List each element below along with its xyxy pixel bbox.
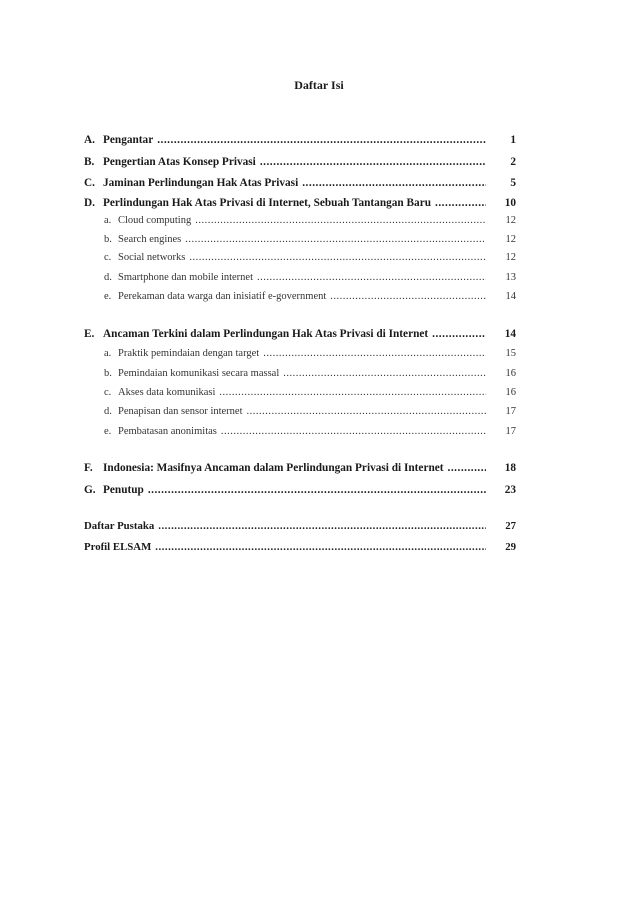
toc-entry-label: d. (104, 272, 112, 283)
toc-entry-page: 12 (505, 234, 516, 245)
toc-entry-text: Jaminan Perlindungan Hak Atas Privasi (103, 177, 299, 189)
leader-dots (432, 326, 486, 342)
leader-dots (185, 232, 486, 248)
toc-entry-page: 18 (504, 462, 516, 474)
toc-entry-label: c. (104, 387, 112, 398)
leader-dots (435, 195, 486, 211)
leader-dots (330, 289, 486, 305)
leader-dots (448, 460, 486, 476)
page-title: Daftar Isi (294, 78, 344, 92)
toc-subentry (104, 346, 516, 362)
leader-dots (189, 250, 486, 266)
toc-entry-page: 1 (510, 134, 516, 146)
toc-entry (84, 195, 516, 211)
toc-entry-label: A. (84, 134, 95, 146)
leader-dots (260, 154, 486, 170)
toc-entry-label: D. (84, 197, 95, 209)
toc-entry-page: 15 (505, 348, 516, 359)
toc-subentry (104, 232, 516, 248)
toc-entry-label: b. (104, 234, 112, 245)
toc-entry-text: Perlindungan Hak Atas Privasi di Internet, Sebuah Tantangan Baru (103, 197, 432, 209)
leader-dots (221, 424, 486, 440)
leader-dots (157, 132, 486, 148)
toc-entry-text: Pengantar (103, 134, 154, 146)
toc-entry-label: c. (104, 252, 112, 263)
toc-entry-text: Indonesia: Masifnya Ancaman dalam Perlindungan Privasi di Internet (103, 462, 444, 474)
toc-entry-label: a. (104, 348, 112, 359)
leader-dots (302, 175, 486, 191)
toc-entry-label: e. (104, 426, 112, 437)
leader-dots (247, 404, 486, 420)
leader-dots (148, 482, 486, 498)
toc-entry-label: b. (104, 368, 112, 379)
toc-entry (84, 518, 516, 534)
toc-entry-text: Akses data komunikasi (118, 387, 216, 398)
toc-entry (84, 460, 516, 476)
toc-entry-label: C. (84, 177, 95, 189)
toc-entry-page: 2 (510, 156, 516, 168)
toc-entry-page: 27 (505, 520, 516, 532)
leader-dots (257, 270, 486, 286)
toc-subentry (104, 270, 516, 286)
toc-entry-label: a. (104, 215, 112, 226)
toc-entry-label: E. (84, 328, 95, 340)
leader-dots (283, 366, 486, 382)
toc-entry-text: Pembatasan anonimitas (118, 426, 217, 437)
toc-entry-text: Social networks (118, 252, 186, 263)
toc-entry-label: d. (104, 406, 112, 417)
toc-entry-page: 17 (505, 426, 516, 437)
toc-entry-page: 16 (505, 368, 516, 379)
toc-entry-text: Praktik pemindaian dengan target (118, 348, 260, 359)
toc-entry-label: G. (84, 484, 96, 496)
toc-subentry (104, 366, 516, 382)
toc-entry-text: Search engines (118, 234, 182, 245)
leader-dots (158, 518, 486, 534)
toc-subentry (104, 289, 516, 305)
toc-entry-page: 14 (505, 291, 516, 302)
toc-entry-page: 29 (505, 541, 516, 553)
toc-entry-page: 13 (505, 272, 516, 283)
toc-entry-text: Pengertian Atas Konsep Privasi (103, 156, 256, 168)
toc-entry-page: 12 (505, 252, 516, 263)
toc-entry (84, 154, 516, 170)
toc-entry-text: Penutup (103, 484, 144, 496)
leader-dots (155, 539, 486, 555)
leader-dots (219, 385, 486, 401)
toc-entry-text: Daftar Pustaka (84, 520, 155, 532)
toc-entry-text: Profil ELSAM (84, 541, 152, 553)
toc-subentry (104, 250, 516, 266)
toc-entry (84, 175, 516, 191)
toc-entry-label: F. (84, 462, 93, 474)
toc-entry (84, 326, 516, 342)
toc-entry-label: e. (104, 291, 112, 302)
toc-subentry (104, 385, 516, 401)
toc-entry-page: 17 (505, 406, 516, 417)
toc-subentry (104, 424, 516, 440)
toc-subentry (104, 213, 516, 229)
toc-entry (84, 539, 516, 555)
leader-dots (195, 213, 486, 229)
toc-subentry (104, 404, 516, 420)
toc-entry-text: Smartphone dan mobile internet (118, 272, 254, 283)
toc-entry-text: Perekaman data warga dan inisiatif e-government (118, 291, 327, 302)
toc-entry-text: Cloud computing (118, 215, 192, 226)
toc-entry-page: 23 (504, 484, 516, 496)
leader-dots (263, 346, 486, 362)
toc-entry-text: Ancaman Terkini dalam Perlindungan Hak Atas Privasi di Internet (103, 328, 429, 340)
toc-entry (84, 132, 516, 148)
toc-entry-page: 12 (505, 215, 516, 226)
toc-entry (84, 482, 516, 498)
toc-entry-page: 14 (504, 328, 516, 340)
toc-entry-page: 10 (504, 197, 516, 209)
toc-entry-label: B. (84, 156, 95, 168)
toc-entry-text: Penapisan dan sensor internet (118, 406, 243, 417)
toc-entry-text: Pemindaian komunikasi secara massal (118, 368, 280, 379)
toc-entry-page: 5 (510, 177, 516, 189)
toc-entry-page: 16 (505, 387, 516, 398)
